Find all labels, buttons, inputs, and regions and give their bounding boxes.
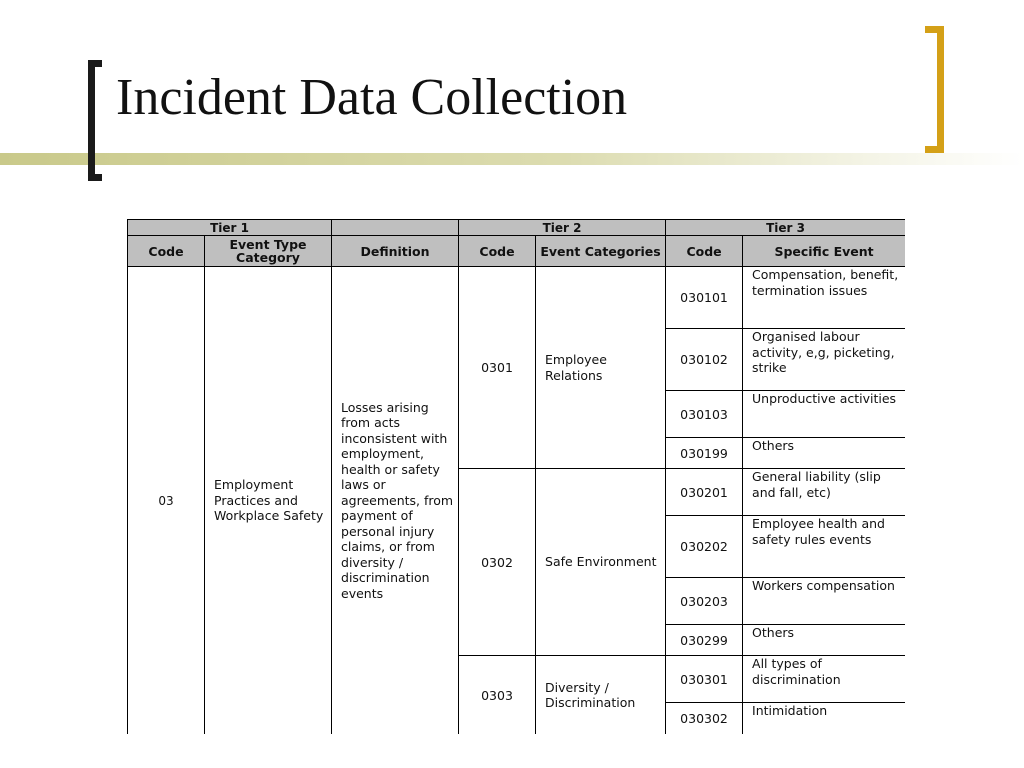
col-header-definition: Definition — [332, 236, 459, 267]
tier2-header: Tier 2 — [459, 220, 666, 236]
tier3-event-cell: Unproductive activities — [743, 391, 905, 438]
tier1-header: Tier 1 — [128, 220, 332, 236]
tier3-event-cell: Organised labour activity, e,g, picketing, strike — [743, 329, 905, 391]
tier1-category-cell: Employment Practices and Workplace Safety — [205, 267, 332, 735]
tier3-code-cell: 030203 — [666, 578, 743, 625]
tier2-category-cell: Employee Relations — [536, 267, 666, 469]
incident-taxonomy-table — [127, 219, 905, 734]
tier3-header: Tier 3 — [666, 220, 905, 236]
tier3-code-cell: 030299 — [666, 625, 743, 656]
tier3-code-cell: 030101 — [666, 267, 743, 329]
col-header-tier3-code: Code — [666, 236, 743, 267]
tier3-event-cell: Others — [743, 438, 905, 469]
tier3-event-cell: Others — [743, 625, 905, 656]
tier3-event-cell: General liability (slip and fall, etc) — [743, 469, 905, 516]
tier2-category-cell: Diversity / Discrimination — [536, 656, 666, 735]
tier3-code-cell: 030302 — [666, 703, 743, 735]
tier3-event-cell: Workers compensation — [743, 578, 905, 625]
tier3-event-cell: Compensation, benefit, termination issues — [743, 267, 905, 329]
left-bracket-decoration — [88, 60, 102, 181]
tier3-event-cell: All types of discrimination — [743, 656, 905, 703]
tier3-code-cell: 030201 — [666, 469, 743, 516]
tier1-code-cell: 03 — [128, 267, 205, 735]
definition-cell: Losses arising from acts inconsistent with employment, health or safety laws or agreements, from payment of personal injury claims, or from diversity / discrimination events — [332, 267, 459, 735]
tier3-code-cell: 030102 — [666, 329, 743, 391]
tier3-event-cell: Employee health and safety rules events — [743, 516, 905, 578]
tier3-code-cell: 030202 — [666, 516, 743, 578]
tier2-category-cell: Safe Environment — [536, 469, 666, 656]
col-header-code: Code — [128, 236, 205, 267]
tier3-code-cell: 030301 — [666, 656, 743, 703]
tier-blank-header — [332, 220, 459, 236]
incident-table-container — [127, 219, 905, 734]
slide-title: Incident Data Collection — [116, 69, 628, 126]
right-bracket-decoration — [925, 26, 944, 153]
tier3-code-cell: 030199 — [666, 438, 743, 469]
tier2-code-cell: 0301 — [459, 267, 536, 469]
tier2-code-cell: 0302 — [459, 469, 536, 656]
col-header-event-categories: Event Categories — [536, 236, 666, 267]
tier3-event-cell: Intimidation — [743, 703, 905, 735]
title-underline-stripe — [0, 153, 1024, 165]
tier2-code-cell: 0303 — [459, 656, 536, 735]
col-header-tier2-code: Code — [459, 236, 536, 267]
tier3-code-cell: 030103 — [666, 391, 743, 438]
col-header-specific-event: Specific Event — [743, 236, 905, 267]
col-header-event-type-category: Event Type Category — [205, 236, 332, 267]
